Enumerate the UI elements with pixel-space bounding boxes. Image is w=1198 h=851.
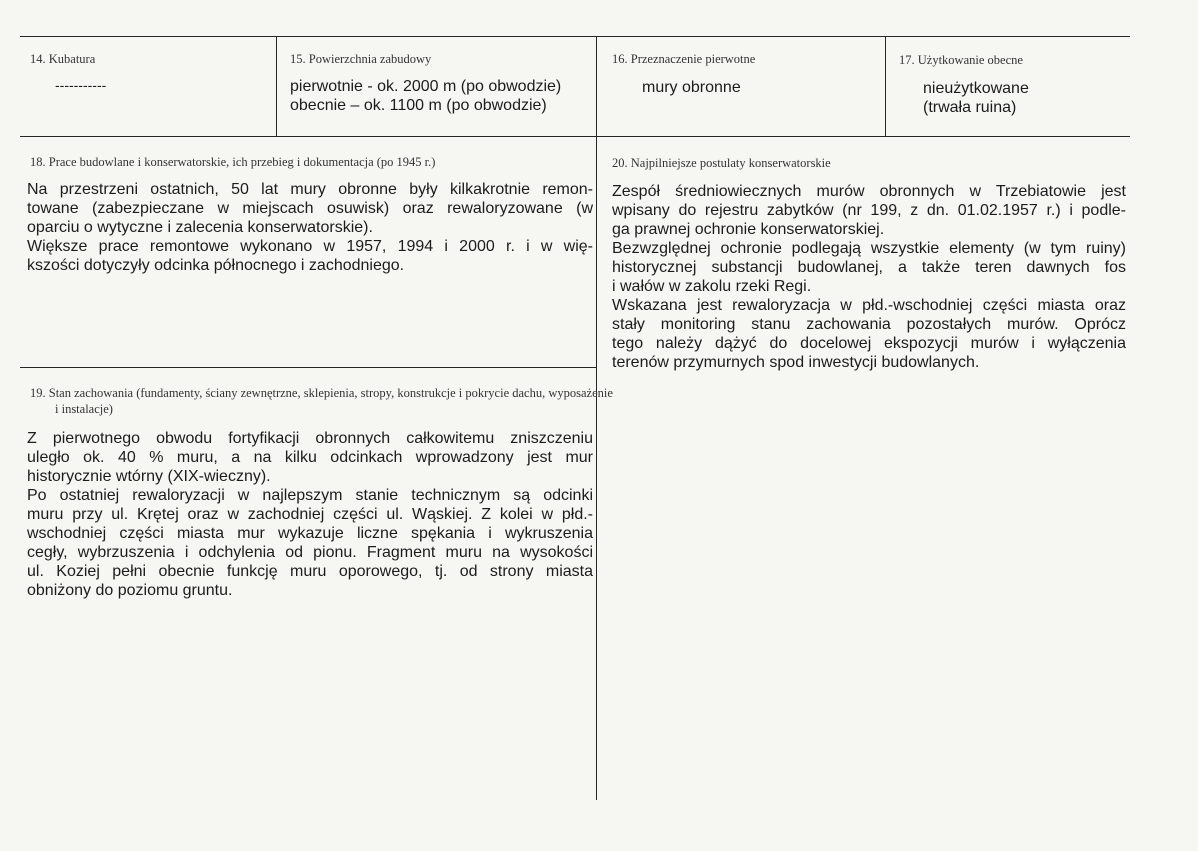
field-20-line: historycznej substancji budowlanej, a także teren dawnych fos [612, 259, 1126, 276]
field-19-text [27, 429, 593, 600]
field-20-line: Wskazana jest rewaloryzacja w płd.-wschodniej części miasta oraz [612, 297, 1126, 314]
column-divider-3 [885, 36, 886, 136]
field-17-label: 17. Użytkowanie obecne [899, 53, 1023, 67]
field-20-line: Bezwzględnej ochronie podlegają wszystkie elementy (w tym ruiny) [612, 240, 1126, 257]
field-19-line: ul. Koziej pełni obecnie funkcję muru oporowego, tj. od strony miasta [27, 563, 593, 580]
field-19-line: uległo ok. 40 % muru, a na kilku odcinkach wprowadzony jest mur [27, 449, 593, 466]
field-14-label: 14. Kubatura [30, 52, 96, 66]
top-rule [20, 36, 1130, 37]
field-18-line: Większe prace remontowe wykonano w 1957, 1994 i 2000 r. i w wię- [27, 238, 593, 255]
field-20-line: stały monitoring stanu zachowania pozostałych murów. Oprócz [612, 316, 1126, 333]
section-18-19-divider [20, 367, 596, 368]
field-15-line: pierwotnie - ok. 2000 m (po obwodzie) [290, 78, 562, 95]
field-18-label: 18. Prace budowlane i konserwatorskie, ich przebieg i dokumentacja (po 1945 r.) [30, 155, 436, 169]
field-19-line: cegły, wybrzuszenia i odchylenia od pionu. Fragment muru na wysokości [27, 544, 593, 561]
field-19-line: Po ostatniej rewaloryzacji w najlepszym stanie technicznym są odcinki [27, 487, 593, 504]
field-20-label: 20. Najpilniejsze postulaty konserwatorskie [612, 156, 831, 170]
field-19-line: historycznie wtórny (XIX-wieczny). [27, 468, 271, 485]
field-19-line: obniżony do poziomu gruntu. [27, 582, 233, 599]
field-15-value [290, 77, 590, 115]
field-19-label: 19. Stan zachowania (fundamenty, ściany zewnętrzne, sklepienia, stropy, konstrukcje i pokrycie dachu, wyposażenie i instalacje) [30, 386, 613, 416]
field-17-line: nieużytkowane [923, 80, 1029, 97]
field-16-label: 16. Przeznaczenie pierwotne [612, 52, 756, 66]
field-20-line: i wałów w zakolu rzeki Regi. [612, 278, 812, 295]
field-18-line: Na przestrzeni ostatnich, 50 lat mury obronne były kilkakrotnie remon- [27, 181, 593, 198]
field-19-line: wschodniej części miasta mur wykazuje liczne spękania i wykruszenia [27, 525, 593, 542]
row-divider [20, 136, 1130, 137]
column-divider-main [596, 36, 597, 800]
field-17-value [923, 79, 1123, 117]
field-19-line: muru przy ul. Krętej oraz w zachodniej części ul. Wąskiej. Z kolei w płd.- [27, 506, 593, 523]
field-20-line: ga prawnej ochronie konserwatorskiej. [612, 221, 885, 238]
field-15-line: obecnie – ok. 1100 m (po obwodzie) [290, 97, 547, 114]
field-18-line: kszości dotyczyły odcinka północnego i zachodniego. [27, 257, 405, 274]
column-divider-1 [276, 36, 277, 136]
field-20-line: tego należy dążyć do docelowej ekspozycji murów i wyłączenia [612, 335, 1126, 352]
field-20-line: terenów przymurnych spod inwestycji budowlanych. [612, 354, 980, 371]
field-15-label: 15. Powierzchnia zabudowy [290, 52, 432, 66]
field-18-line: towane (zabezpieczane w miejscach osuwisk) oraz rewaloryzowane (w [27, 200, 593, 217]
field-17-line: (trwała ruina) [923, 99, 1017, 116]
field-20-text [612, 182, 1126, 372]
field-18-line: oparciu o wytyczne i zalecenia konserwatorskie). [27, 219, 373, 236]
field-20-line: wpisany do rejestru zabytków (nr 199, z dn. 01.02.1957 r.) i podle- [612, 202, 1126, 219]
field-14-value: ----------- [55, 77, 107, 93]
field-16-value: mury obronne [642, 79, 741, 96]
field-19-line: Z pierwotnego obwodu fortyfikacji obronnych całkowitemu zniszczeniu [27, 430, 593, 447]
field-18-text [27, 180, 593, 275]
field-20-line: Zespół średniowiecznych murów obronnych w Trzebiatowie jest [612, 183, 1126, 200]
